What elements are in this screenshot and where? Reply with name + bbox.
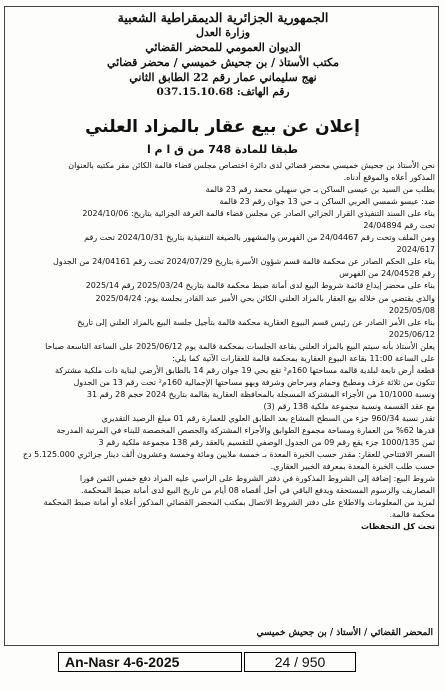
- body-line: 2025/05/08: [388, 305, 435, 315]
- body-line: يعلن الأستاذ بأنه سيتم البيع بالمزاد العلني بقاعة الجلسات بمحكمة قالمة يوم 2025/06/12 على الساعة التاسعة صباحا: [45, 341, 435, 351]
- announcement-number: 24 / 950: [244, 652, 356, 672]
- body-line: ونسبة 10/1000 من الأجزاء المشتركة المسجلة بالمحافظة العقارية بقالمة بتاريخ 2024 حجم 28 رقم 31: [86, 389, 435, 399]
- body-line: تحت كل التحفظات: [361, 522, 435, 532]
- body-line: المصاريف والرسوم المستحقة ويدفع الباقي في أجل أقصاه 08 أيام من تاريخ البيع لدى أمانة ضبط المحكمة.: [80, 486, 435, 496]
- body-line: على الساعة 11:00 بقاعة البيوع العقارية بمحكمة قالمة للعقارات الآتية كما يلي:: [172, 353, 435, 363]
- body-line: بطلب من السيد بن عيسى الساكن بـ حي سهيلي محمد رقم 23 قالمة: [205, 185, 435, 195]
- announcement-body: [10, 160, 435, 533]
- office-phone: رقم الهاتف: 037.15.10.68: [156, 86, 290, 98]
- body-line: قطعة أرض تابعة لبلدية قالمة مساحتها 160م² تقع بحي 19 جوان رقم 14 بالطابق الأرضي لبناية ذات ملكية مشتركة: [55, 365, 435, 375]
- body-line: ضد: عيسو شمسي العربي الساكن بـ حي 13 جوان رقم 23 قالمة: [219, 197, 435, 207]
- publication-name: An-Nasr 4-6-2025: [58, 652, 242, 672]
- body-line: ثمن 1000/135 جزء يقع رقم 09 من الجدول الوصفي للتقسيم بالعقد رقم 138 مجموعة ملكية رقم 3: [98, 438, 435, 448]
- body-line: بناء على محضر إيداع قائمة شروط البيع لدى أمانة ضبط محكمة قالمة بتاريخ 2025/03/24 رقم 2025/14: [85, 281, 435, 291]
- body-line: لمزيد من المعلومات والاطلاع على دفتر الشروط الاتصال بمكتب المحضر القضائي المذكور أعلاه أو أمانة ضبط المحكمة: [43, 498, 435, 508]
- body-line: شروط البيع: إضافة إلى الشروط المذكورة في دفتر الشروط على الراسي عليه المزاد دفع خمس الثمن فورا: [79, 474, 435, 484]
- body-line: تحت رقم 24/04894: [363, 221, 435, 231]
- signature-line: المحضر القضائي / الأستاذ / بن جحيش خميسي: [256, 628, 433, 638]
- body-line: رقم 24/04528 من الفهرس: [339, 269, 435, 279]
- bailiff-office: مكتب الأستاذ / بن جحيش خميسي / محضر قضائي: [107, 56, 339, 69]
- body-line: السعر الافتتاحي للعقار: مقدر حسب الخبرة المعدة بـ خمسة ملايين ومائة وخمسة وعشرون ألف دينار جزائري 5.125.000 دج: [22, 450, 435, 460]
- body-line: تتكون من ثلاثة غرف ومطبخ وحمام ومرحاض وشرفة وبهو مساحتها الإجمالية 160م² تحت رقم 13 من الجدول: [73, 377, 435, 387]
- announcement-title: إعلان عن بيع عقار بالمزاد العلني: [85, 117, 360, 137]
- body-line: محكمة قالمة.: [389, 510, 435, 520]
- country-name: الجمهورية الجزائرية الديمقراطية الشعبية: [117, 10, 329, 25]
- body-line: بناء على السند التنفيذي القرار الجزائي الصادر عن مجلس قضاء قالمة الغرفة الجزائية بتاريخ: 2024/10/06: [82, 209, 435, 219]
- body-line: ومن الملف وتحت رقم 24/04467 من الفهرس والمشهور بالصيغة التنفيذية بتاريخ 2024/10/31 تحت رقم: [84, 233, 435, 243]
- body-line: مع عقد القسمة ونسبة مجموعة ملكية 138 رقم (3): [263, 401, 435, 411]
- body-line: المذكور أعلاه والموقع أدناه.: [343, 173, 435, 183]
- publication-footer: [0, 652, 445, 682]
- body-line: 2025/06/12: [388, 329, 435, 339]
- ministry-name: وزارة العدل: [195, 26, 251, 39]
- body-line: بناء على الحكم الصادر عن محكمة قالمة قسم شؤون الأسرة بتاريخ 2024/07/29 تحت رقم 24/04161 من الجدول: [53, 257, 435, 267]
- body-line: قدرها 62% من العمارة ومساحة مجموع الطوابق والأجزاء المشتركة والحصص المخصصة للبناء في المرتبة المدرجة: [56, 426, 435, 436]
- body-line: بناء على الأمر الصادر عن رئيس قسم البيوع العقارية محكمة قالمة بتأجيل جلسة البيع بالمزاد العلني إلى تاريخ: [77, 317, 435, 327]
- body-line: والذي يقتضي من خلاله بيع العقار بالمزاد العلني الكائن بحي الأمير عبد القادر بجلسة يوم: 2025/04/24: [95, 293, 435, 303]
- document-header: [23, 10, 423, 100]
- body-line: تقدر نسبة 960/34 جزء من السطح المشاع بعد الطابق العلوي للعمارة رقم 01 مبلغ الرصيد التقديري: [101, 413, 435, 423]
- body-line: نحن الأستاذ بن جحيش خميسي محضر قضائي لدى دائرة اختصاص مجلس قضاء قالمة الكائن مقر مكتبه بالعنوان: [68, 161, 435, 170]
- body-line: حسب طلب الخبرة المعدة بمعرفة الخبير العقاري.: [270, 462, 435, 472]
- office-address: نهج سليماني عمار رقم 22 الطابق الثاني: [129, 71, 317, 84]
- body-line: 2024/617: [396, 245, 435, 255]
- announcement-subtitle: طبقا للمادة 748 من ق ا م ا: [146, 143, 299, 156]
- office-name: الديوان العمومي للمحضر القضائي: [145, 41, 301, 54]
